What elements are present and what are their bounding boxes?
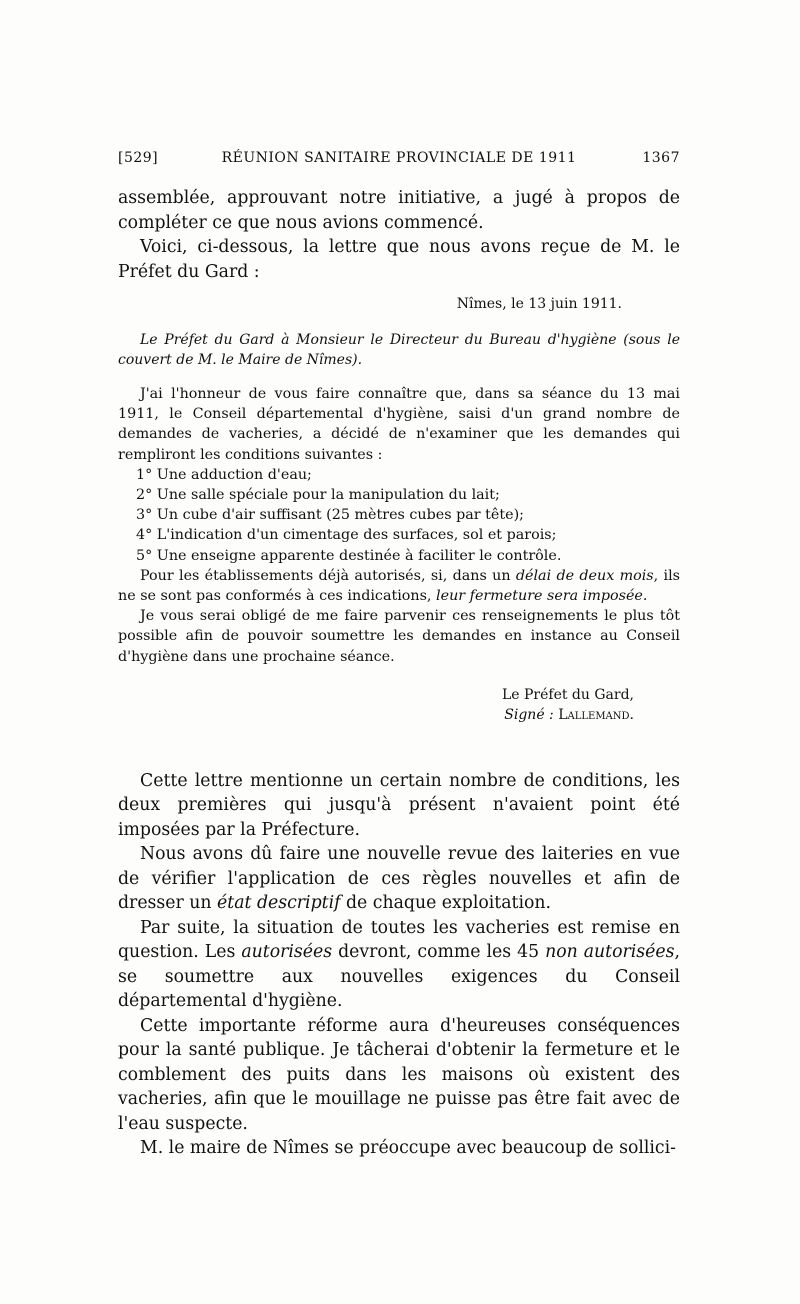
letter-date: Nîmes, le 13 juin 1911.	[456, 296, 622, 312]
page-body	[118, 186, 680, 1161]
letter-p2-emphasis-2: leur fermeture sera imposée.	[436, 588, 648, 605]
intro-paragraph-2: Voici, ci-dessous, la lettre que nous avons reçue de M. le Préfet du Gard :	[118, 237, 680, 282]
signature-label: Signé :	[504, 706, 559, 723]
signature-title: Le Préfet du Gard,	[501, 686, 634, 703]
condition-item-4: 4° L'indication d'un cimentage des surfaces, sol et parois;	[136, 527, 557, 544]
letter-body	[118, 384, 680, 725]
running-title: RÉUNION SANITAIRE PROVINCIALE DE 1911	[221, 150, 577, 166]
commentary-p2-text-a: Nous avons dû faire une nouvelle revue des laiteries en vue de vérifier l'application de ces règles nouvelles et afin de dresser un	[118, 844, 680, 914]
condition-item-2: 2° Une salle spéciale pour la manipulation du lait;	[136, 487, 500, 504]
commentary-p3-text-c: , se soumettre aux nouvelles exigences du Conseil départemental d'hygiène.	[118, 942, 680, 1012]
letter-paragraph-1: J'ai l'honneur de vous faire connaître que, dans sa séance du 13 mai 1911, le Conseil départemental d'hygiène, saisi d'un grand nombre de demandes de vacheries, a décidé de n'examiner que les demandes qui rempliront les conditions suivantes :	[118, 386, 680, 463]
commentary-paragraph-4: Cette importante réforme aura d'heureuses conséquences pour la santé publique. Je tâcherai d'obtenir la fermeture et le comblement des puits dans les maisons où existent des vacheries, afin que le mouillage ne puisse pas être fait avec de l'eau suspecte.	[118, 1015, 680, 1134]
commentary-p3-text-a: Par suite, la situation de toutes les vacheries est remise en question. Les	[118, 917, 680, 963]
commentary-p3-emphasis-2: non autorisées	[545, 942, 675, 963]
condition-item-3: 3° Un cube d'air suffisant (25 mètres cubes par tête);	[136, 507, 524, 524]
letter-addressee: Le Préfet du Gard à Monsieur le Directeur du Bureau d'hygiène (sous le couvert de M. le Maire de Nîmes).	[118, 332, 680, 368]
running-header	[118, 150, 680, 172]
commentary-p2-emphasis: état descriptif	[217, 893, 341, 914]
condition-item-5: 5° Une enseigne apparente destinée à faciliter le contrôle.	[136, 547, 562, 564]
page-reference: [529]	[118, 150, 159, 166]
letter-paragraph-2	[118, 566, 680, 606]
commentary-section	[118, 769, 680, 1161]
letter-p2-emphasis-1: délai de deux mois	[515, 567, 654, 584]
commentary-p3-text-b: devront, comme les 45	[332, 942, 546, 963]
commentary-p2-text-b: de chaque exploitation.	[340, 893, 552, 914]
commentary-paragraph-1: Cette lettre mentionne un certain nombre de conditions, les deux premières qui jusqu'à présent n'avaient point été imposées par la Préfecture.	[118, 770, 680, 840]
condition-item-1: 1° Une adduction d'eau;	[136, 466, 312, 483]
signature-line	[118, 705, 634, 725]
commentary-paragraph-5: M. le maire de Nîmes se préoccupe avec beaucoup de sollici-	[140, 1138, 676, 1159]
letter-p2-text-b: , ils ne se sont pas conformés à ces indications,	[118, 567, 680, 605]
commentary-p3-emphasis-1: autorisées	[241, 942, 333, 963]
letter-p2-text-a: Pour les établissements déjà autorisés, si, dans un	[140, 567, 516, 584]
letter-paragraph-3: Je vous serai obligé de me faire parvenir ces renseignements le plus tôt possible afin de pouvoir soumettre les demandes en instance au Conseil d'hygiène dans une prochaine séance.	[118, 608, 680, 665]
commentary-paragraph-3	[118, 916, 680, 1014]
intro-paragraph-1: assemblée, approuvant notre initiative, a jugé à propos de compléter ce que nous avions commencé.	[118, 188, 680, 233]
page-number: 1367	[642, 150, 680, 166]
signature-name: Lallemand.	[558, 706, 634, 723]
commentary-paragraph-2	[118, 842, 680, 916]
letter-signature	[118, 685, 634, 725]
